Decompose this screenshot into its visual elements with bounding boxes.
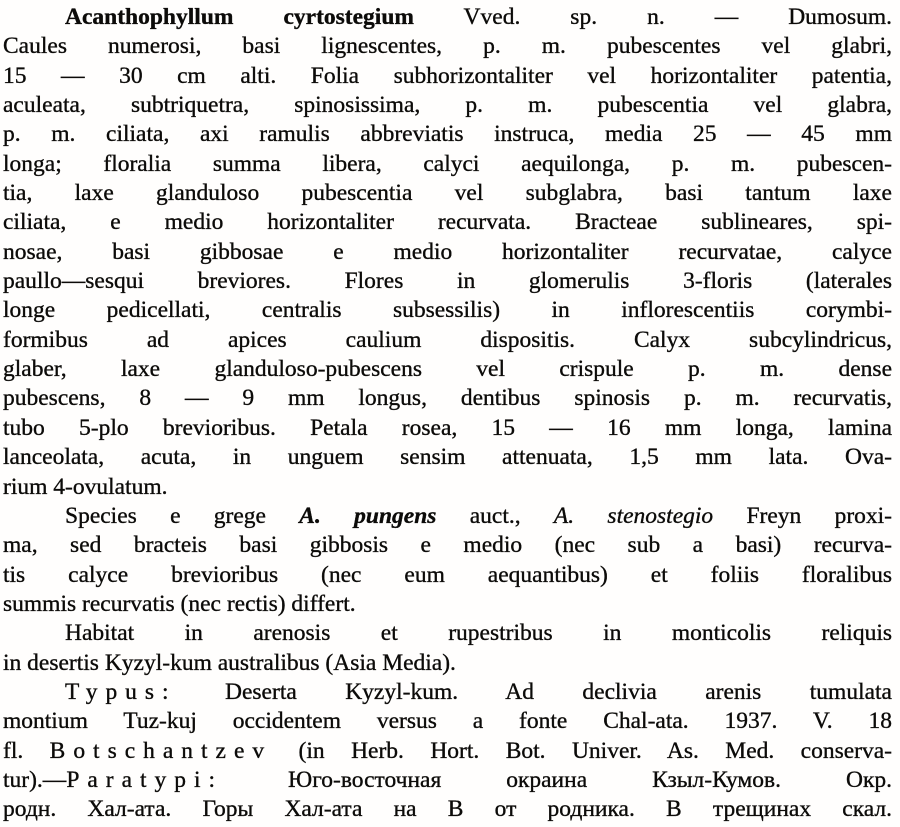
text-line [3, 384, 892, 413]
text-segment: fl. [3, 737, 50, 764]
text-line [3, 91, 892, 120]
text-line [3, 267, 892, 296]
text-line [3, 502, 892, 531]
text-segment: montium Tuz-kuj occidentem versus a fonte Chal-ata. 1937. V. 18 [3, 708, 892, 735]
text-segment: Freyn proxi- [713, 502, 892, 529]
text-segment: summis recurvatis (nec rectis) differt. [3, 590, 356, 617]
text-segment: tis calyce brevioribus (nec eum aequantibus) et foliis floralibus [3, 561, 892, 588]
paragraph [3, 502, 892, 619]
text-segment: paullo—sesqui breviores. Flores in glomerulis 3-floris (laterales [3, 268, 892, 295]
text-line [3, 561, 892, 590]
text-segment: tur).— [3, 766, 67, 793]
text-line [3, 590, 892, 619]
text-segment: Юго-восточная окраина Кзыл-Кумов. Окр. [223, 766, 892, 793]
page-text [3, 3, 892, 825]
text-line [3, 32, 892, 61]
text-segment: longe pedicellati, centralis subsessilis) in inflorescentiis corymbi- [3, 297, 892, 324]
text-segment: Botschantzev [49, 737, 273, 764]
text-segment: Acanthophyllum cyrtostegium [65, 4, 414, 30]
text-line [3, 355, 892, 384]
text-line [3, 179, 892, 208]
text-segment: 15 — 30 cm alti. Folia subhorizontaliter vel horizontaliter patentia, [3, 62, 892, 89]
text-line [3, 414, 892, 443]
text-line [3, 326, 892, 355]
text-line [3, 737, 892, 766]
text-segment: tia, laxe glanduloso pubescentia vel subglabra, basi tantum laxe [3, 180, 892, 207]
text-line [3, 619, 892, 648]
text-segment: Caules numerosi, basi lignescentes, p. m. pubescentes vel glabri, [3, 33, 892, 60]
text-segment: Species e grege [65, 502, 300, 529]
text-line [3, 707, 892, 736]
paragraph [3, 619, 892, 678]
text-line [3, 443, 892, 472]
text-segment: A. stenostegio [553, 502, 714, 529]
text-line [3, 120, 892, 149]
text-line [3, 795, 892, 824]
text-line [3, 3, 892, 32]
text-segment: ciliata, e medio horizontaliter recurvata. Bracteae sublineares, spi- [3, 209, 892, 236]
text-line [3, 473, 892, 502]
paragraph [3, 678, 892, 825]
text-segment: A. pungens [299, 502, 437, 529]
text-line [3, 766, 892, 795]
text-segment: lanceolata, acuta, in unguem sensim attenuata, 1,5 mm lata. Ova- [3, 444, 892, 471]
text-line [3, 208, 892, 237]
text-segment: rium 4-ovulatum. [3, 473, 168, 500]
text-line [3, 678, 892, 707]
text-line [3, 62, 892, 91]
text-segment: (in Herb. Hort. Bot. Univer. As. Med. conserva- [272, 737, 892, 764]
text-segment: tubo 5-plo brevioribus. Petala rosea, 15 — 16 mm longa, lamina [3, 414, 892, 441]
text-segment: ma, sed bracteis basi gibbosis e medio (nec sub a basi) recurva- [3, 532, 892, 559]
text-segment: aculeata, subtriquetra, spinosissima, p. m. pubescentia vel glabra, [3, 92, 892, 119]
text-line [3, 531, 892, 560]
paragraph [3, 3, 892, 502]
text-segment: pubescens, 8 — 9 mm longus, dentibus spinosis p. m. recurvatis, [3, 385, 892, 412]
text-segment: Deserta Kyzyl-kum. Ad declivia arenis tumulata [176, 678, 892, 705]
text-line [3, 296, 892, 325]
text-segment: longa; floralia summa libera, calyci aequilonga, p. m. pubescen- [3, 150, 892, 177]
text-segment: formibus ad apices caulium dispositis. Calyx subcylindricus, [3, 326, 892, 353]
text-line [3, 649, 892, 678]
text-segment: glaber, laxe glanduloso-pubescens vel crispule p. m. dense [3, 356, 892, 383]
text-segment: auct., [436, 502, 554, 529]
text-segment: Vved. sp. n. — Dumosum. [413, 4, 892, 30]
text-segment: in desertis Kyzyl-kum australibus (Asia Media). [3, 649, 456, 676]
text-line [3, 238, 892, 267]
text-segment: родн. Хал-ата. Горы Хал-ата на В от родника. В трещинах скал. [3, 796, 892, 823]
text-line [3, 150, 892, 179]
text-segment: Typus: [65, 678, 177, 705]
text-segment: nosae, basi gibbosae e medio horizontaliter recurvatae, calyce [3, 238, 892, 265]
text-segment: Paratypi: [66, 766, 224, 793]
text-segment: p. m. ciliata, axi ramulis abbreviatis instruca, media 25 — 45 mm [3, 121, 892, 148]
text-segment: Habitat in arenosis et rupestribus in monticolis reliquis [65, 620, 892, 647]
